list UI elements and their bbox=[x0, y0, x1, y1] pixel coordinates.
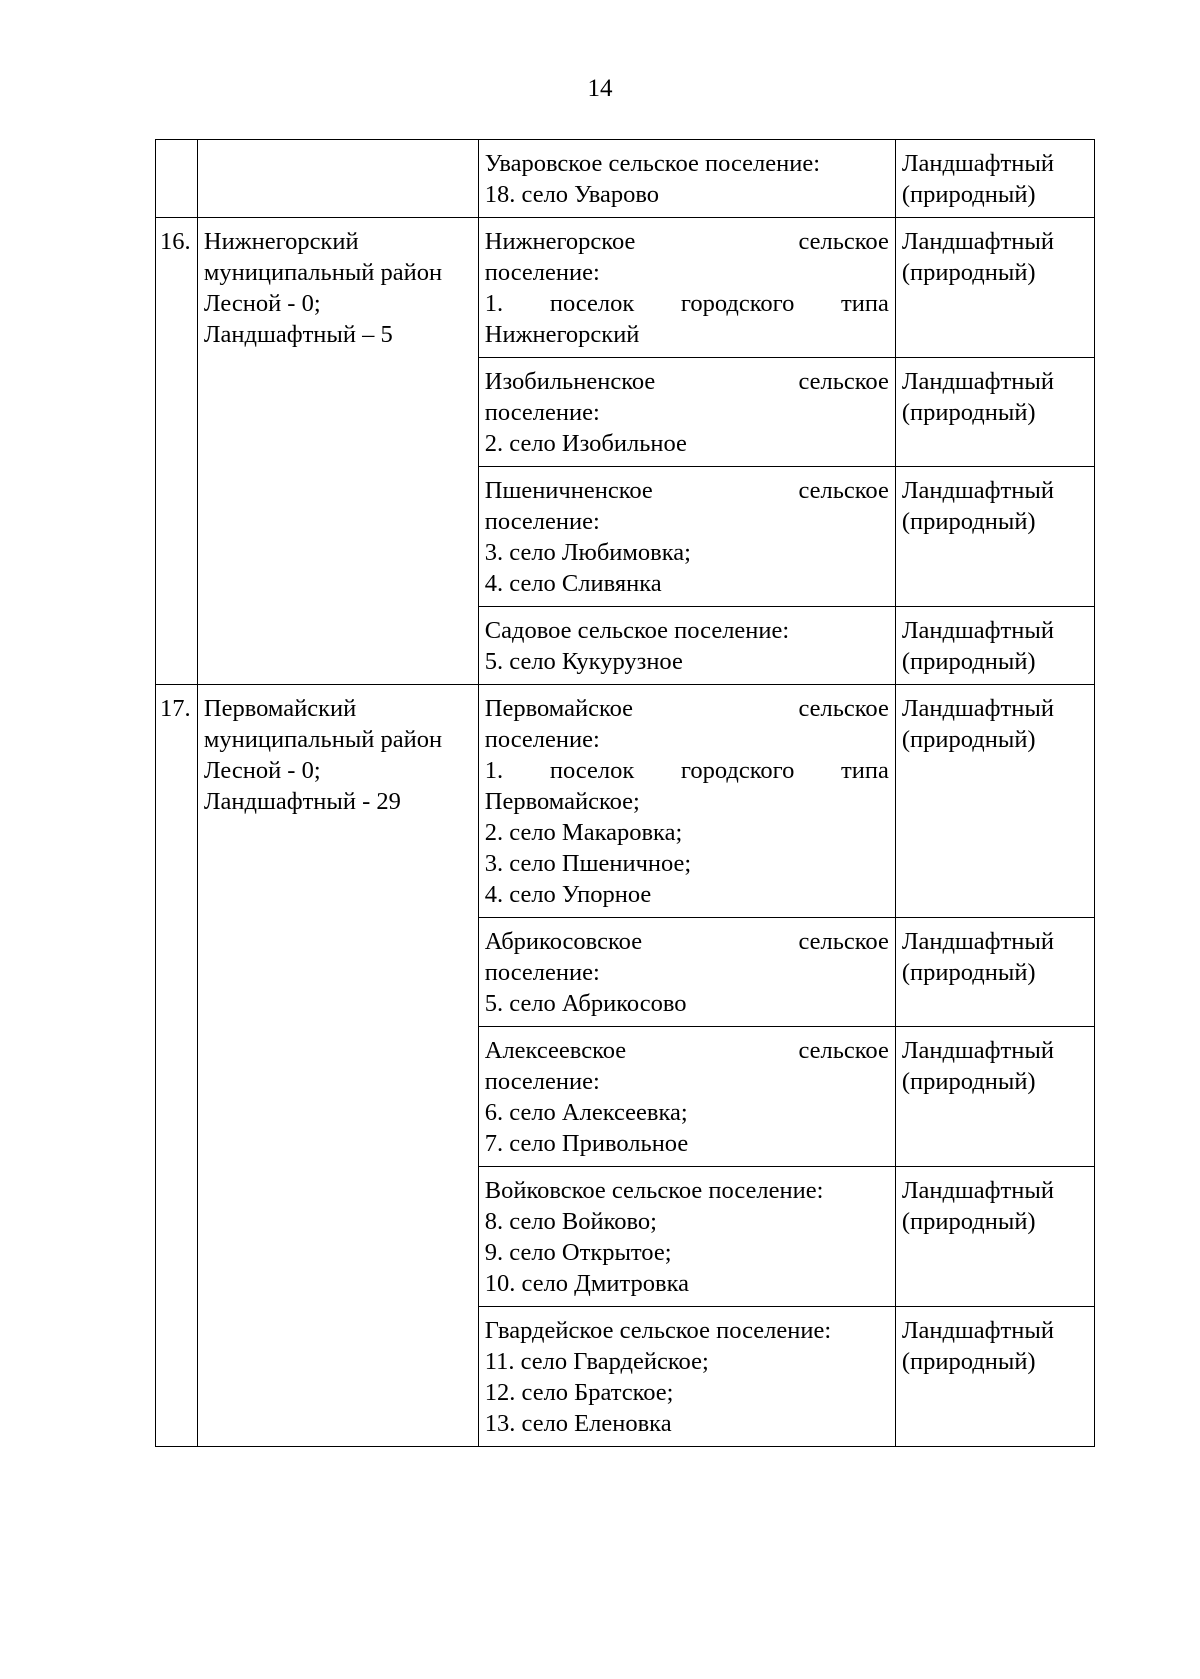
settlement-item: 6. село Алексеевка; bbox=[484, 1099, 688, 1126]
settlement-item: 2. село Изобильное bbox=[484, 430, 687, 457]
table-row bbox=[156, 218, 1095, 358]
type-label: (природный) bbox=[901, 508, 1036, 535]
settlement-item: 5. село Кукурузное bbox=[484, 648, 683, 675]
type-label: (природный) bbox=[901, 726, 1036, 753]
settlement-item: 5. село Абрикосово bbox=[484, 990, 687, 1017]
settlement-header: поселение: bbox=[484, 1068, 600, 1095]
settlement-cell bbox=[478, 685, 895, 918]
table-row bbox=[156, 685, 1095, 918]
settlement-cell bbox=[478, 218, 895, 358]
settlement-cell bbox=[478, 1027, 895, 1167]
type-label: (природный) bbox=[901, 1208, 1036, 1235]
settlement-header: Гвардейское сельское поселение: bbox=[484, 1317, 832, 1344]
settlement-item: Нижнегорский bbox=[484, 321, 640, 348]
district-line: Нижнегорский bbox=[203, 228, 359, 255]
type-label: Ландшафтный bbox=[901, 228, 1054, 255]
settlement-item: Первомайское; bbox=[484, 788, 640, 815]
settlement-item: 3. село Любимовка; bbox=[484, 539, 691, 566]
settlement-header: Абрикосовское сельское bbox=[484, 928, 889, 955]
settlement-item: 1. поселок городского типа bbox=[484, 757, 889, 784]
type-label: Ландшафтный bbox=[901, 617, 1054, 644]
district-cell bbox=[197, 218, 478, 685]
type-label: Ландшафтный bbox=[901, 1037, 1054, 1064]
protection-type-cell bbox=[895, 1307, 1094, 1447]
settlement-header: поселение: bbox=[484, 726, 600, 753]
type-label: (природный) bbox=[901, 1068, 1036, 1095]
settlement-cell bbox=[478, 1167, 895, 1307]
district-line: Лесной - 0; bbox=[203, 290, 321, 317]
protection-type-cell bbox=[895, 218, 1094, 358]
settlement-item: 18. село Уварово bbox=[484, 181, 660, 208]
type-label: (природный) bbox=[901, 259, 1036, 286]
settlement-cell bbox=[478, 918, 895, 1027]
district-cell bbox=[197, 685, 478, 1447]
table-row bbox=[156, 140, 1095, 218]
row-number-cell bbox=[156, 140, 198, 218]
settlements-table bbox=[155, 139, 1095, 1447]
district-line: муниципальный район bbox=[203, 259, 443, 286]
type-label: Ландшафтный bbox=[901, 150, 1054, 177]
settlement-header: поселение: bbox=[484, 399, 600, 426]
type-label: Ландшафтный bbox=[901, 695, 1054, 722]
district-cell bbox=[197, 140, 478, 218]
settlement-header: Алексеевское сельское bbox=[484, 1037, 889, 1064]
settlement-item: 12. село Братское; bbox=[484, 1379, 674, 1406]
settlement-item: 4. село Упорное bbox=[484, 881, 652, 908]
type-label: Ландшафтный bbox=[901, 368, 1054, 395]
settlement-header: поселение: bbox=[484, 959, 600, 986]
settlement-header: Войковское сельское поселение: bbox=[484, 1177, 824, 1204]
type-label: (природный) bbox=[901, 648, 1036, 675]
settlement-cell bbox=[478, 607, 895, 685]
settlement-item: 4. село Сливянка bbox=[484, 570, 662, 597]
row-number-cell: 16. bbox=[156, 218, 198, 685]
settlement-item: 2. село Макаровка; bbox=[484, 819, 683, 846]
district-line: Лесной - 0; bbox=[203, 757, 321, 784]
protection-type-cell bbox=[895, 1167, 1094, 1307]
district-line: муниципальный район bbox=[203, 726, 443, 753]
settlement-item: 8. село Войково; bbox=[484, 1208, 657, 1235]
settlement-item: 1. поселок городского типа bbox=[484, 290, 889, 317]
settlement-item: 3. село Пшеничное; bbox=[484, 850, 692, 877]
protection-type-cell bbox=[895, 467, 1094, 607]
type-label: Ландшафтный bbox=[901, 1177, 1054, 1204]
settlement-item: 7. село Привольное bbox=[484, 1130, 689, 1157]
district-line: Ландшафтный - 29 bbox=[203, 788, 401, 815]
settlement-header: поселение: bbox=[484, 508, 600, 535]
settlement-header: поселение: bbox=[484, 259, 600, 286]
settlement-item: 9. село Открытое; bbox=[484, 1239, 672, 1266]
settlement-item: 10. село Дмитровка bbox=[484, 1270, 689, 1297]
settlement-header: Изобильненское сельское bbox=[484, 368, 889, 395]
type-label: Ландшафтный bbox=[901, 477, 1054, 504]
protection-type-cell bbox=[895, 685, 1094, 918]
settlement-cell bbox=[478, 467, 895, 607]
type-label: Ландшафтный bbox=[901, 928, 1054, 955]
type-label: (природный) bbox=[901, 181, 1036, 208]
district-line: Первомайский bbox=[203, 695, 357, 722]
type-label: (природный) bbox=[901, 399, 1036, 426]
protection-type-cell bbox=[895, 607, 1094, 685]
settlement-header: Нижнегорское сельское bbox=[484, 228, 889, 255]
page-number: 14 bbox=[587, 75, 613, 102]
settlement-header: Первомайское сельское bbox=[484, 695, 889, 722]
district-line: Ландшафтный – 5 bbox=[203, 321, 393, 348]
settlement-item: 11. село Гвардейское; bbox=[484, 1348, 709, 1375]
protection-type-cell bbox=[895, 140, 1094, 218]
settlement-cell bbox=[478, 358, 895, 467]
protection-type-cell bbox=[895, 358, 1094, 467]
protection-type-cell bbox=[895, 1027, 1094, 1167]
settlement-header: Уваровское сельское поселение: bbox=[484, 150, 821, 177]
settlement-cell bbox=[478, 1307, 895, 1447]
type-label: (природный) bbox=[901, 1348, 1036, 1375]
settlement-header: Пшеничненское сельское bbox=[484, 477, 889, 504]
protection-type-cell bbox=[895, 918, 1094, 1027]
type-label: (природный) bbox=[901, 959, 1036, 986]
settlement-header: Садовое сельское поселение: bbox=[484, 617, 790, 644]
settlement-cell bbox=[478, 140, 895, 218]
row-number-cell: 17. bbox=[156, 685, 198, 1447]
type-label: Ландшафтный bbox=[901, 1317, 1054, 1344]
settlement-item: 13. село Еленовка bbox=[484, 1410, 672, 1437]
